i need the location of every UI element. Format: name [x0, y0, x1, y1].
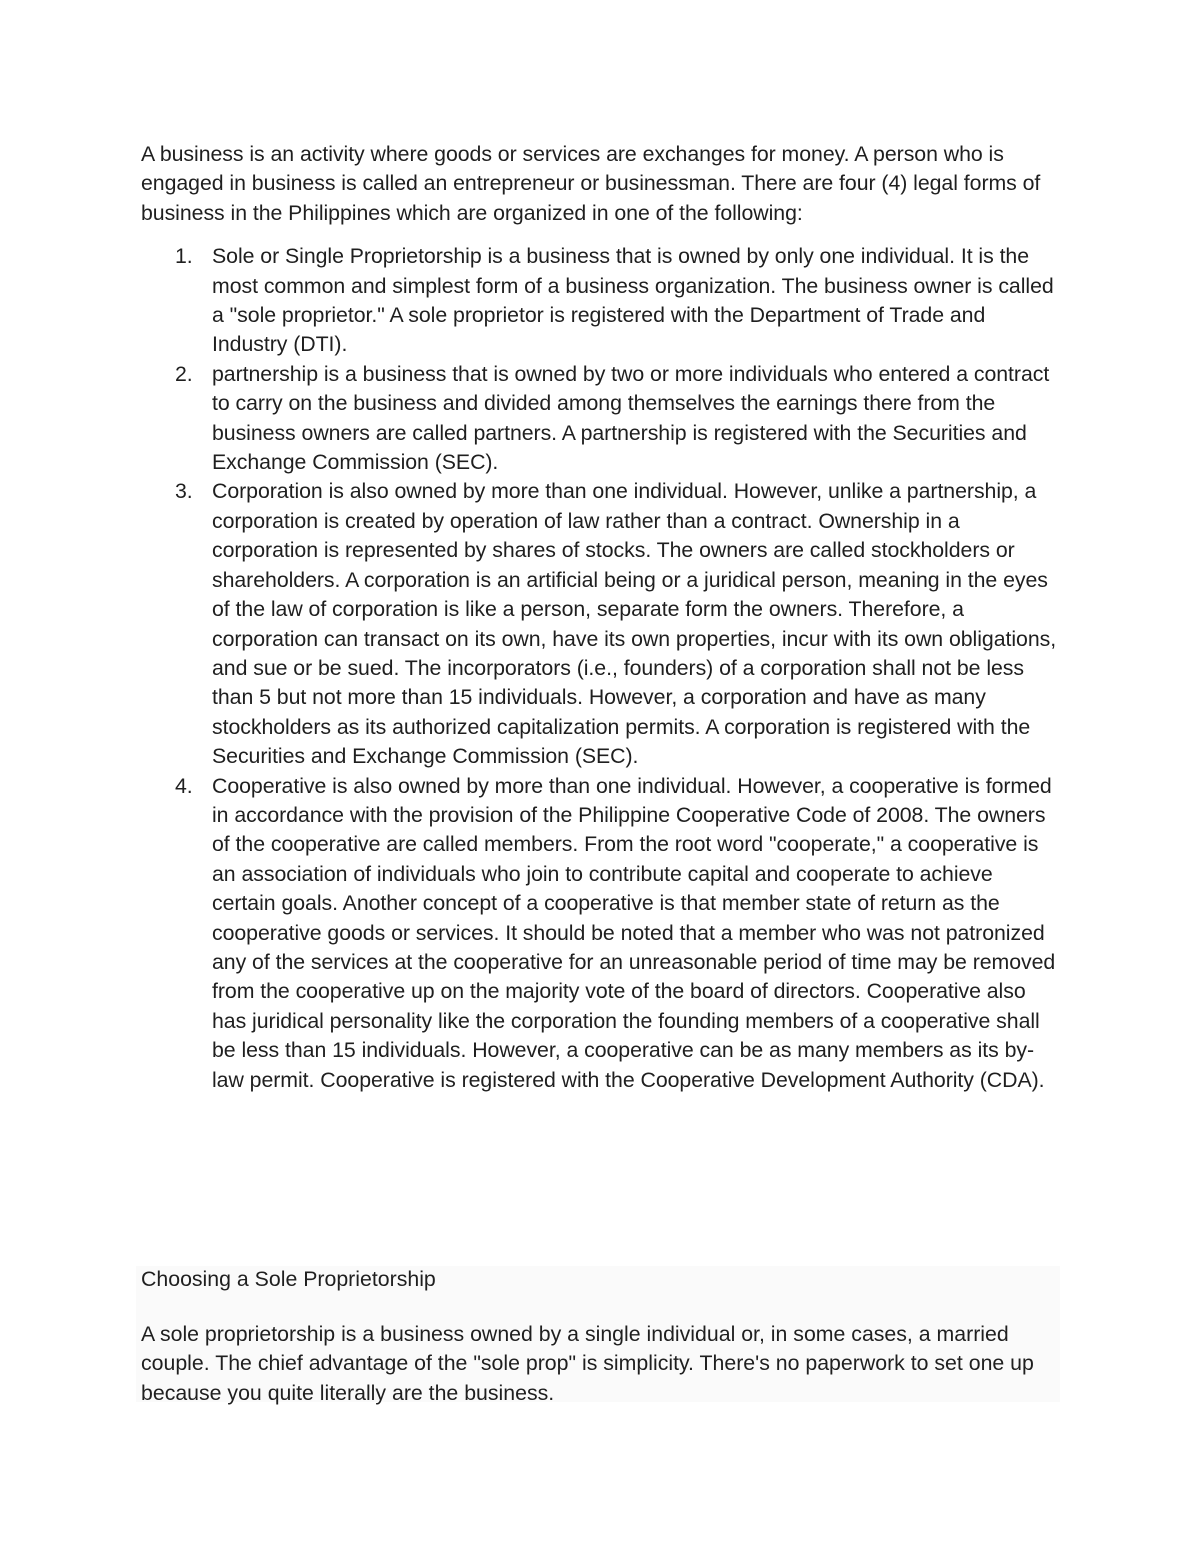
list-item-text: Sole or Single Proprietorship is a business that is owned by only one individual. It is the most common and simplest form of a business organization. The business owner is called a "sole proprietor." A sole proprietor is registered with the Department of Trade and Industry (DTI).: [212, 244, 1054, 357]
list-item: [141, 772, 1057, 1095]
list-item-text: partnership is a business that is owned by two or more individuals who entered a contract to carry on the business and divided among themselves the earnings there from the business owners are called partners. A partnership is registered with the Securities and Exchange Commission (SEC).: [212, 361, 1050, 475]
list-item: [141, 360, 1057, 478]
list-item: [141, 242, 1057, 360]
list-item: [141, 477, 1057, 771]
intro-paragraph: A business is an activity where goods or services are exchanges for money. A person who is engaged in business is called an entrepreneur or businessman. There are four (4) legal forms of business in the Philippines which are organized in one of the following:: [141, 142, 1041, 225]
list-item-number: 4.: [175, 773, 193, 798]
list-item-text: Corporation is also owned by more than one individual. However, unlike a partnership, a corporation is created by operation of law rather than a contract. Ownership in a corporation is represented by shares of stocks. The owners are called stockholders or shareholders. A corporation is an artificial being or a juridical person, meaning in the eyes of the law of corporation is like a person, separate form the owners. Therefore, a corporation can transact on its own, have its own properties, incur with its own obligations, and sue or be sued. The incorporators (i.e., founders) of a corporation shall not be less than 5 but not more than 15 individuals. However, a corporation and have as many stockholders as its authorized capitalization permits. A corporation is registered with the Securities and Exchange Commission (SEC).: [212, 479, 1057, 769]
main-content: [141, 140, 1061, 1095]
list-item-number: 1.: [175, 244, 193, 269]
list-item-number: 2.: [175, 361, 193, 386]
section-paragraph: A sole proprietorship is a business owned by a single individual or, in some cases, a married couple. The chief advantage of the "sole prop" is simplicity. There's no paperwork to set one up because you quite literally are the business.: [141, 1322, 1034, 1405]
list-item-number: 3.: [175, 479, 193, 504]
business-forms-list: [141, 242, 1061, 1095]
section-heading: Choosing a Sole Proprietorship: [141, 1267, 436, 1291]
list-item-text: Cooperative is also owned by more than one individual. However, a cooperative is formed in accordance with the provision of the Philippine Cooperative Code of 2008. The owners of the cooperative are called members. From the root word "cooperate," a cooperative is an association of individuals who join to contribute capital and cooperate to achieve certain goals. Another concept of a cooperative is that member state of return as the cooperative goods or services. It should be noted that a member who was not patronized any of the services at the cooperative for an unreasonable period of time may be removed from the cooperative up on the majority vote of the board of directors. Cooperative also has juridical personality like the corporation the founding members of a cooperative shall be less than 15 individuals. However, a cooperative can be as many members as its by-law permit. Cooperative is registered with the Cooperative Development Authority (CDA).: [212, 773, 1056, 1092]
